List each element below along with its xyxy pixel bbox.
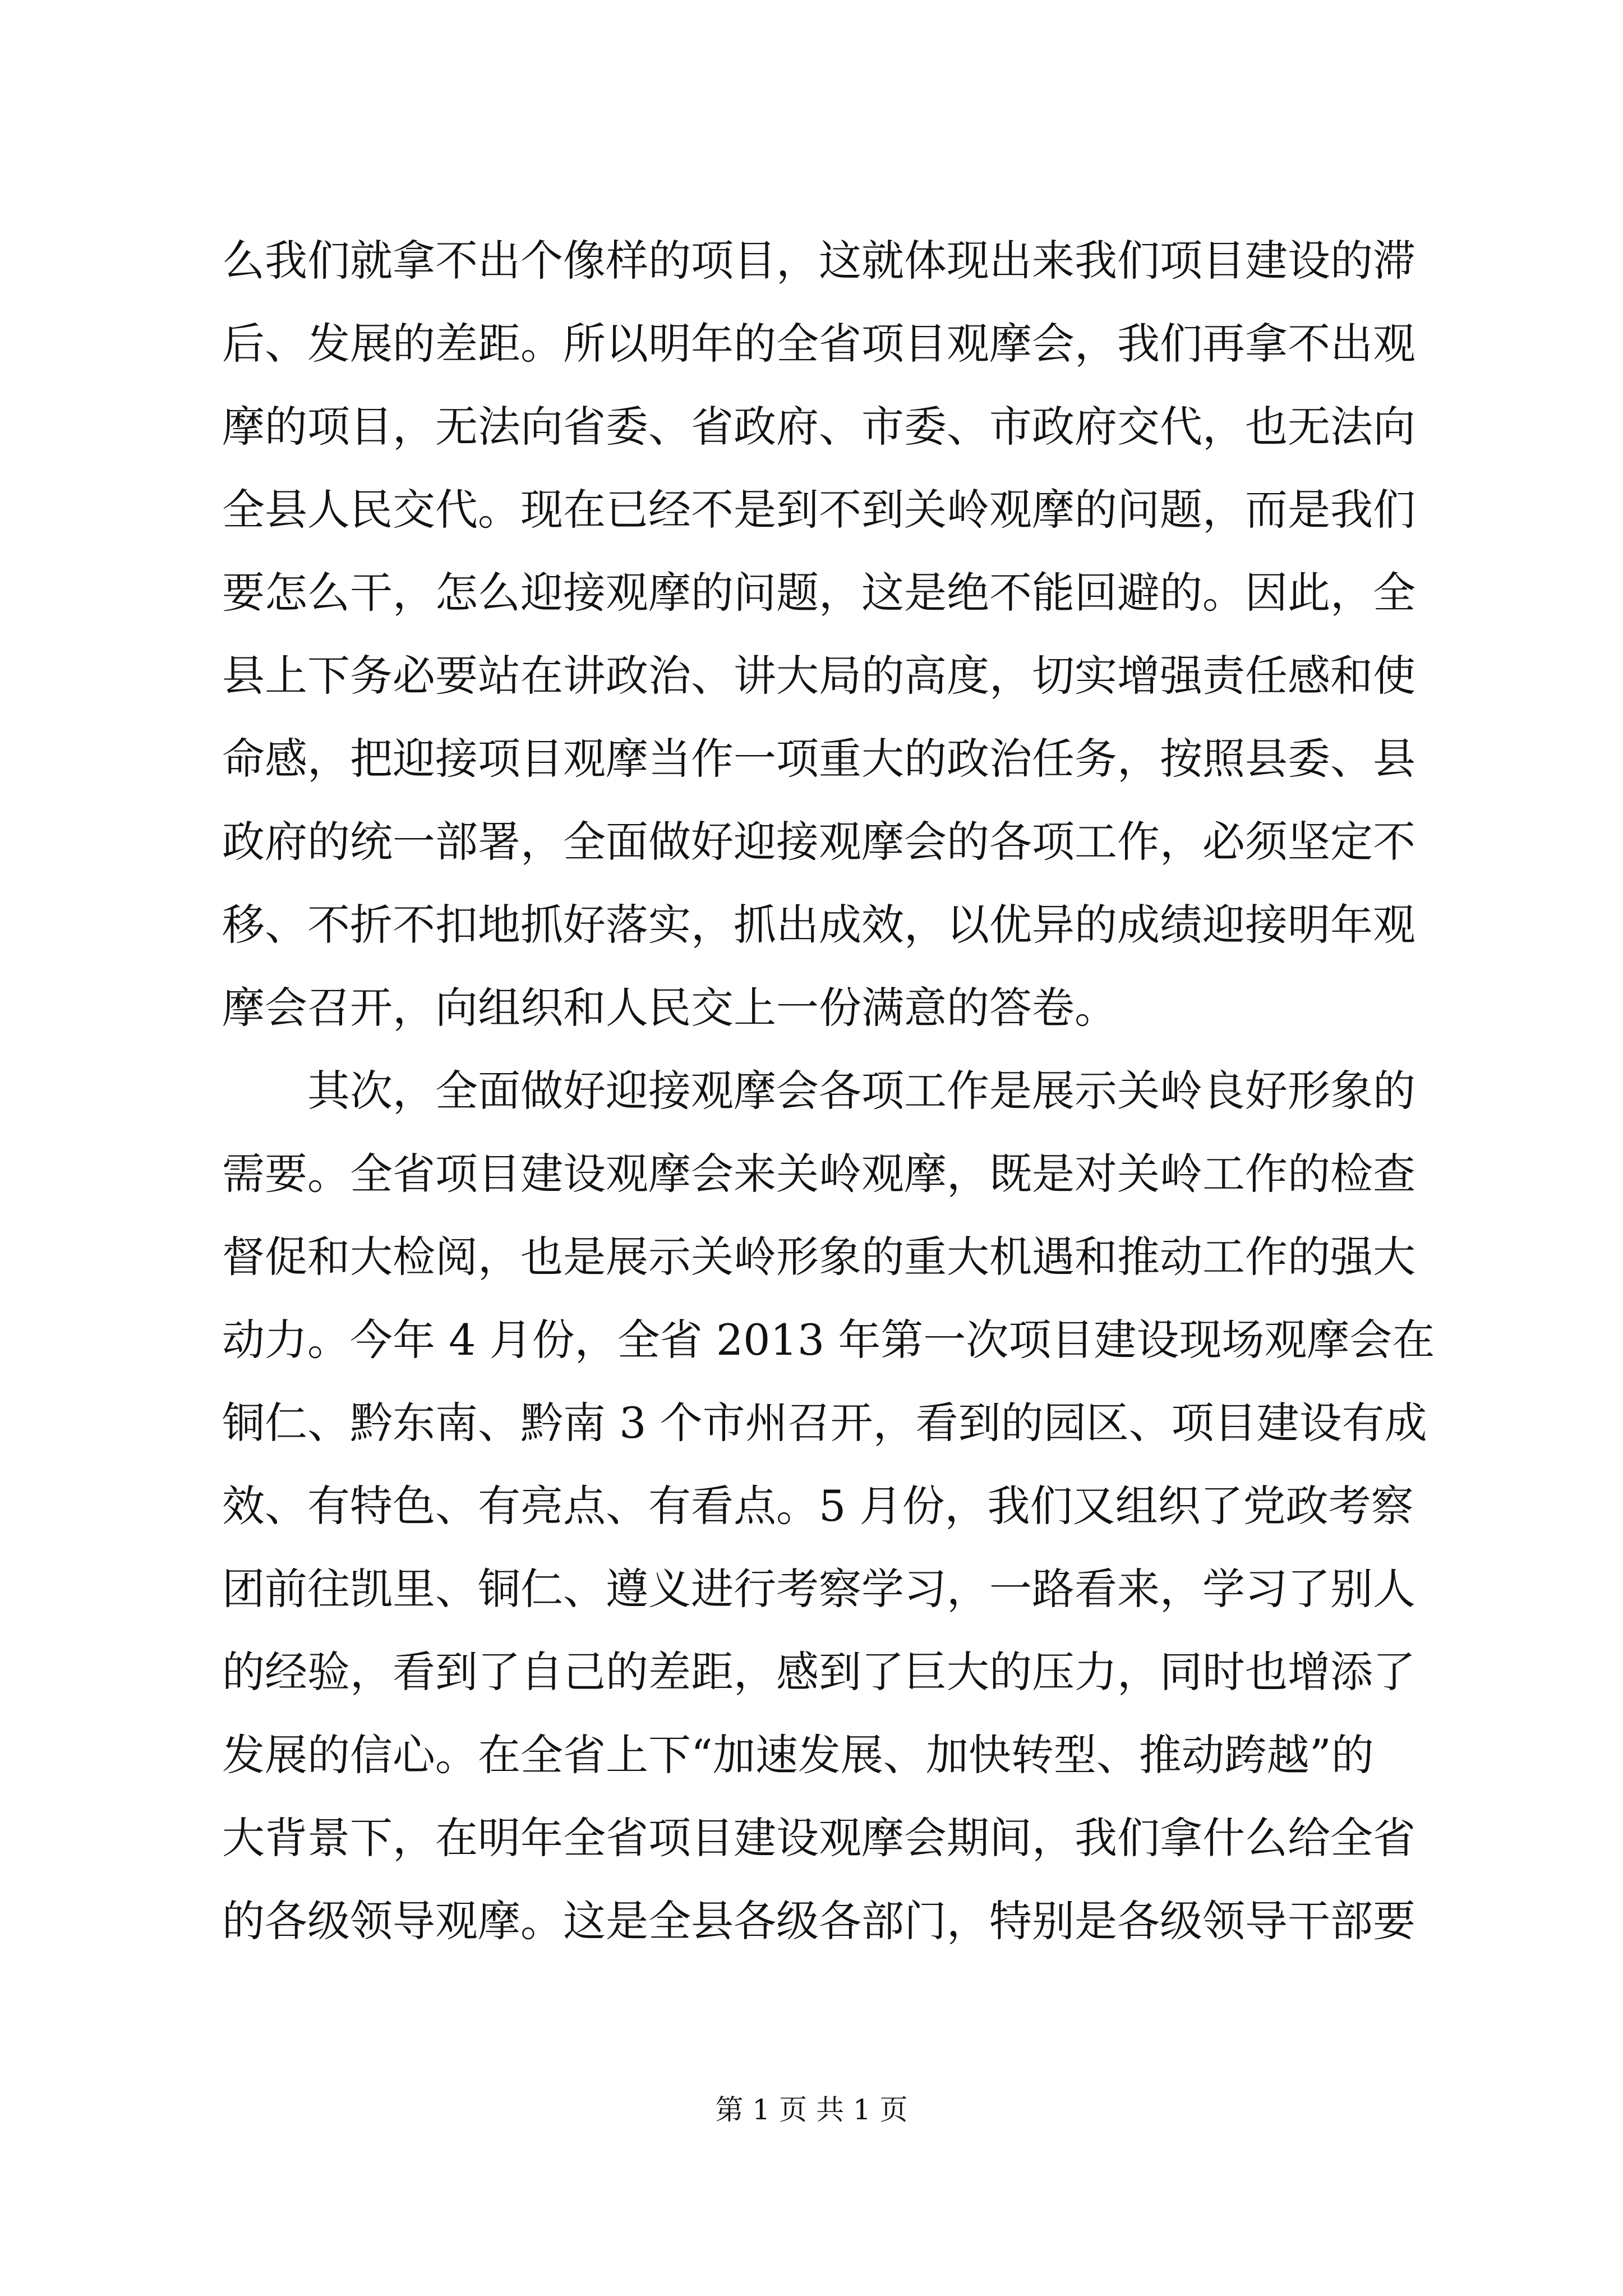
text-line: 需要。全省项目建设观摩会来关岭观摩，既是对关岭工作的检查 (222, 1149, 1415, 1199)
text-line: 要怎么干，怎么迎接观摩的问题，这是绝不能回避的。因此，全 (222, 568, 1415, 618)
text-line: 全县人民交代。现在已经不是到不到关岭观摩的问题，而是我们 (222, 485, 1415, 535)
text-line: 命感，把迎接项目观摩当作一项重大的政治任务，按照县委、县 (222, 734, 1415, 784)
text-line: 的经验，看到了自己的差距，感到了巨大的压力，同时也增添了 (222, 1647, 1415, 1697)
text-line: 督促和大检阅，也是展示关岭形象的重大机遇和推动工作的强大 (222, 1232, 1415, 1282)
text-line: 其次，全面做好迎接观摩会各项工作是展示关岭良好形象的 (222, 1066, 1415, 1116)
text-line: 发展的信心。在全省上下“加速发展、加快转型、推动跨越”的 (222, 1730, 1374, 1780)
page-footer: 第 1 页 共 1 页 (715, 2093, 908, 2126)
text-line: 后、发展的差距。所以明年的全省项目观摩会，我们再拿不出观 (222, 319, 1415, 369)
text-line: 县上下务必要站在讲政治、讲大局的高度，切实增强责任感和使 (222, 651, 1415, 701)
text-line: 移、不折不扣地抓好落实，抓出成效，以优异的成绩迎接明年观 (222, 900, 1415, 950)
text-line: 团前往凯里、铜仁、遵义进行考察学习，一路看来，学习了别人 (222, 1564, 1415, 1614)
text-line: 效、有特色、有亮点、有看点。5 月份，我们又组织了党政考察 (222, 1481, 1414, 1531)
text-line: 铜仁、黔东南、黔南 3 个市州召开，看到的园区、项目建设有成 (222, 1398, 1427, 1448)
text-line: 么我们就拿不出个像样的项目，这就体现出来我们项目建设的滞 (222, 236, 1415, 286)
text-line: 的各级领导观摩。这是全县各级各部门，特别是各级领导干部要 (222, 1896, 1415, 1946)
text-line: 大背景下，在明年全省项目建设观摩会期间，我们拿什么给全省 (222, 1813, 1415, 1863)
text-line: 动力。今年 4 月份，全省 2013 年第一次项目建设现场观摩会在 (222, 1315, 1435, 1365)
text-line: 摩的项目，无法向省委、省政府、市委、市政府交代，也无法向 (222, 402, 1415, 452)
text-line: 政府的统一部署，全面做好迎接观摩会的各项工作，必须坚定不 (222, 817, 1415, 867)
text-line: 摩会召开，向组织和人民交上一份满意的答卷。 (222, 983, 1117, 1033)
